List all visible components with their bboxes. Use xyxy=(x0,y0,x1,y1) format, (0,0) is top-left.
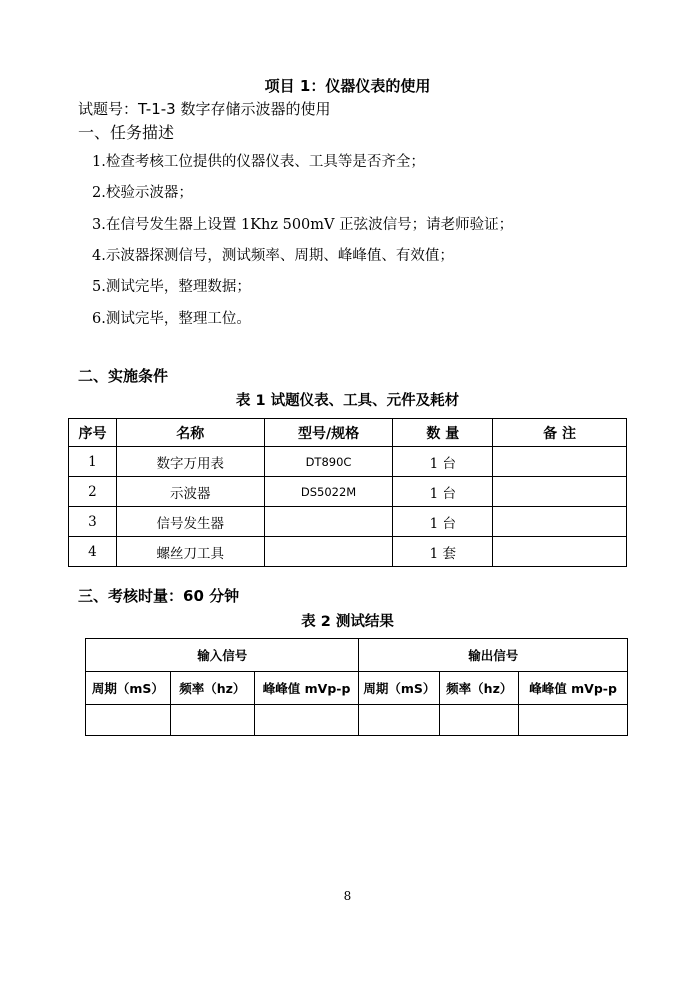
table-cell xyxy=(440,705,519,736)
table-header-row xyxy=(86,672,628,705)
task-item: 3.在信号发生器上设置 1Khz 500mV 正弦波信号；请老师验证； xyxy=(92,217,514,233)
task-item: 5.测试完毕，整理数据； xyxy=(92,279,251,295)
page-title: 项目 1：仪器仪表的使用 xyxy=(264,77,431,95)
col-header: 名称 xyxy=(116,419,264,447)
col-header: 峰峰值 mVp-p xyxy=(254,672,359,705)
table-header-row xyxy=(69,419,627,447)
col-header: 序号 xyxy=(69,419,117,447)
table-cell: DT890C xyxy=(264,447,393,477)
col-header: 周期（mS） xyxy=(359,672,440,705)
table-cell xyxy=(493,447,627,477)
exam-subtitle xyxy=(78,99,331,119)
table-row xyxy=(69,477,627,507)
group-header-output: 输出信号 xyxy=(359,639,628,672)
table-cell: 1 xyxy=(69,447,117,477)
table-row-empty xyxy=(86,705,628,736)
table-cell: 1 台 xyxy=(393,477,493,507)
table-cell xyxy=(359,705,440,736)
page-number: 8 xyxy=(343,889,352,903)
table-cell xyxy=(493,477,627,507)
table-cell xyxy=(264,507,393,537)
subtitle-code: T-1-3 xyxy=(138,100,176,118)
table-cell: 1 套 xyxy=(393,537,493,567)
table-cell: 示波器 xyxy=(116,477,264,507)
subtitle-name: 数字存储示波器的使用 xyxy=(175,100,331,118)
table-cell: 1 台 xyxy=(393,507,493,537)
subtitle-prefix: 试题号： xyxy=(78,100,139,118)
table-cell xyxy=(86,705,171,736)
table-cell: 1 台 xyxy=(393,447,493,477)
task-item: 2.校验示波器； xyxy=(92,185,193,201)
col-header: 频率（hz） xyxy=(170,672,254,705)
col-header: 周期（mS） xyxy=(86,672,171,705)
table-cell: 3 xyxy=(69,507,117,537)
table-cell xyxy=(170,705,254,736)
table-cell xyxy=(493,537,627,567)
section3-heading: 三、考核时量：60 分钟 xyxy=(78,587,240,605)
table2-caption: 表 2 测试结果 xyxy=(301,614,394,630)
group-header-input: 输入信号 xyxy=(86,639,359,672)
table-row xyxy=(69,537,627,567)
table-cell: 数字万用表 xyxy=(116,447,264,477)
table1-caption: 表 1 试题仪表、工具、元件及耗材 xyxy=(235,393,460,409)
col-header: 频率（hz） xyxy=(440,672,519,705)
col-header: 数 量 xyxy=(393,419,493,447)
results-table xyxy=(85,638,628,736)
col-header: 备 注 xyxy=(493,419,627,447)
table-row xyxy=(69,447,627,477)
table-cell xyxy=(519,705,628,736)
col-header: 峰峰值 mVp-p xyxy=(519,672,628,705)
table-cell: DS5022M xyxy=(264,477,393,507)
task-item: 6.测试完毕，整理工位。 xyxy=(92,311,251,327)
section2-heading: 二、实施条件 xyxy=(78,367,169,385)
table-row xyxy=(69,507,627,537)
col-header: 型号/规格 xyxy=(264,419,393,447)
table-cell xyxy=(493,507,627,537)
table-cell xyxy=(254,705,359,736)
section1-heading: 一、任务描述 xyxy=(78,123,175,142)
table-cell xyxy=(264,537,393,567)
table-cell: 螺丝刀工具 xyxy=(116,537,264,567)
table-cell: 信号发生器 xyxy=(116,507,264,537)
table-group-header-row xyxy=(86,639,628,672)
task-item: 1.检查考核工位提供的仪器仪表、工具等是否齐全； xyxy=(92,154,425,170)
table-cell: 4 xyxy=(69,537,117,567)
equipment-table xyxy=(68,418,627,567)
task-item: 4.示波器探测信号，测试频率、周期、峰峰值、有效值； xyxy=(92,248,454,264)
table-cell: 2 xyxy=(69,477,117,507)
